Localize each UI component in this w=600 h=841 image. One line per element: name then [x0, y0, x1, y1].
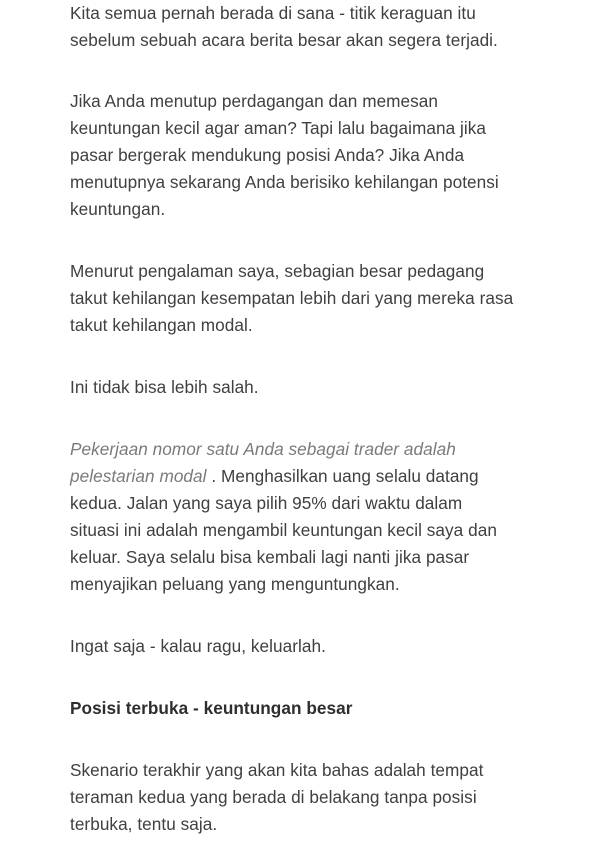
text-line: kedua. Jalan yang saya pilih 95% dari waktu dalam: [70, 493, 463, 513]
paragraph-6: [70, 633, 326, 660]
text-line: menyajikan peluang yang menguntungkan.: [70, 574, 400, 594]
paragraph-3: [70, 258, 513, 339]
text-line: menutupnya sekarang Anda berisiko kehilangan potensi: [70, 172, 499, 192]
text-line: [70, 463, 497, 490]
text-line: terbuka, tentu saja.: [70, 814, 218, 834]
text-line: Menurut pengalaman saya, sebagian besar pedagang: [70, 261, 485, 281]
text-line: pasar bergerak mendukung posisi Anda? Jika Anda: [70, 145, 465, 165]
text-line: keuntungan.: [70, 199, 166, 219]
text-fragment: . Menghasilkan uang selalu datang: [206, 466, 479, 486]
text-line: sebelum sebuah acara berita besar akan segera terjadi.: [70, 30, 498, 50]
text-line: Ini tidak bisa lebih salah.: [70, 377, 259, 397]
text-line: takut kehilangan kesempatan lebih dari yang mereka rasa: [70, 288, 514, 308]
emphasis-text: Pekerjaan nomor satu Anda sebagai trader adalah: [70, 439, 456, 459]
emphasis-text: pelestarian modal: [70, 466, 207, 486]
paragraph-1: [70, 0, 498, 54]
paragraph-7: [70, 757, 483, 838]
heading-text: Posisi terbuka - keuntungan besar: [70, 698, 353, 718]
text-line: Skenario terakhir yang akan kita bahas adalah tempat: [70, 760, 484, 780]
text-line: situasi ini adalah mengambil keuntungan kecil saya dan: [70, 520, 497, 540]
text-line: Ingat saja - kalau ragu, keluarlah.: [70, 636, 326, 656]
paragraph-4: [70, 374, 259, 401]
text-line: takut kehilangan modal.: [70, 315, 253, 335]
paragraph-5: [70, 436, 497, 598]
section-heading: [70, 695, 352, 722]
paragraph-2: [70, 88, 499, 223]
text-line: Kita semua pernah berada di sana - titik keraguan itu: [70, 3, 476, 23]
text-line: keuntungan kecil agar aman? Tapi lalu bagaimana jika: [70, 118, 487, 138]
text-line: Jika Anda menutup perdagangan dan memesan: [70, 91, 439, 111]
text-line: keluar. Saya selalu bisa kembali lagi nanti jika pasar: [70, 547, 470, 567]
text-line: teraman kedua yang berada di belakang tanpa posisi: [70, 787, 477, 807]
